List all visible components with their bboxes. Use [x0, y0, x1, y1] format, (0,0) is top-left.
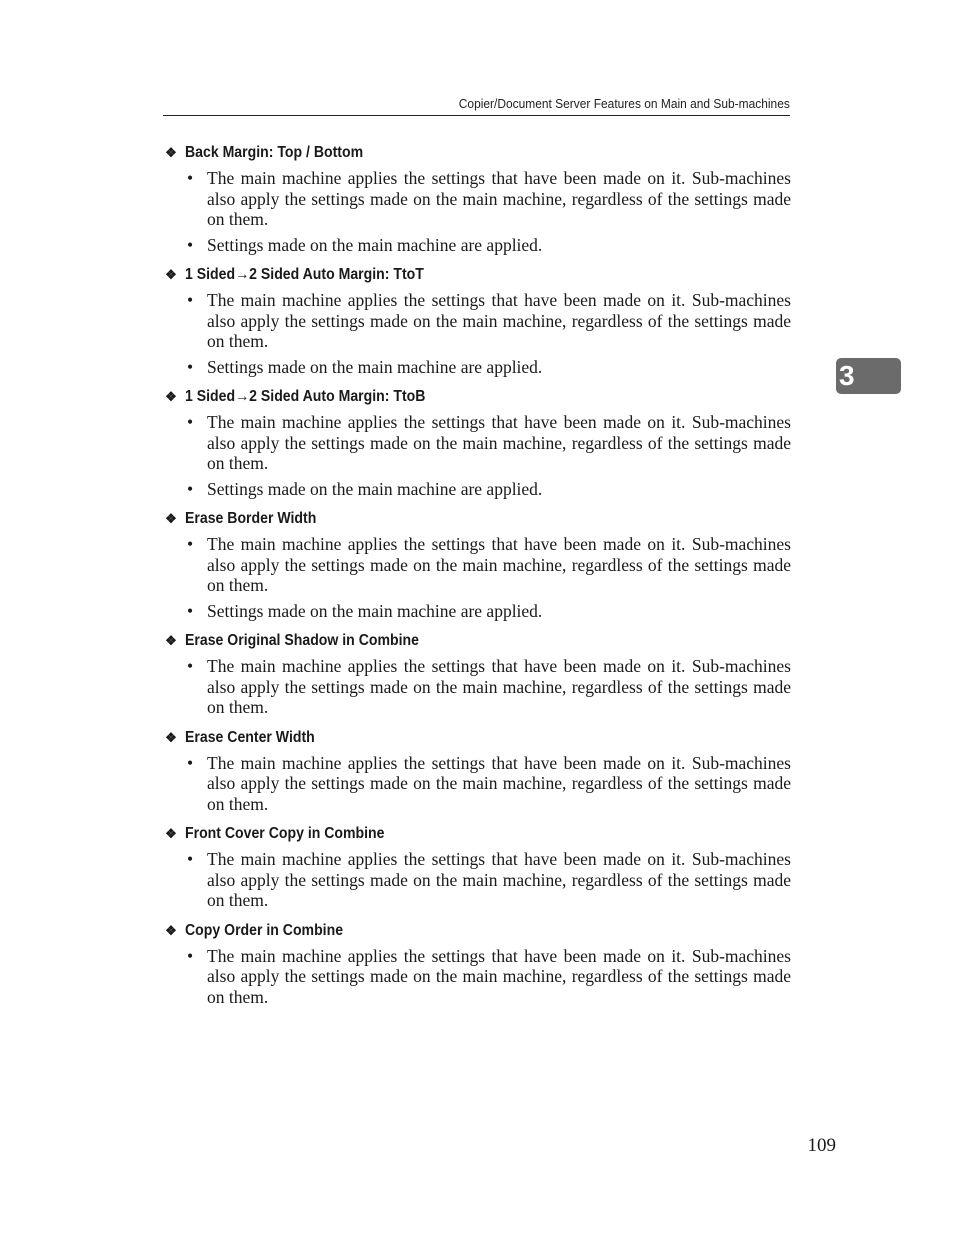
bullet-list: [163, 946, 791, 1008]
section: [163, 629, 791, 718]
list-item: [163, 290, 791, 352]
four-diamond-icon: ❖: [165, 145, 177, 160]
bullet-text: Settings made on the main machine are applied.: [207, 356, 543, 377]
section-heading: [163, 822, 791, 846]
section-heading-text: Copy Order in Combine: [185, 921, 344, 939]
section-heading-text: 1 Sided→2 Sided Auto Margin: TtoT: [185, 266, 424, 283]
bullet-list: [163, 290, 791, 377]
list-item: [163, 168, 791, 230]
bullet-icon: •: [187, 600, 194, 621]
list-item: [163, 753, 791, 815]
four-diamond-icon: ❖: [165, 511, 177, 526]
bullet-text: The main machine applies the settings that have been made on it. Sub-machines also apply the settings made on the main machine, regardless of the settings made on them.: [207, 168, 791, 229]
section-heading: [163, 507, 791, 531]
section-heading-text: Back Margin: Top / Bottom: [185, 144, 364, 161]
bullet-icon: •: [187, 168, 194, 188]
bullet-list: [163, 753, 791, 815]
four-diamond-icon: ❖: [165, 267, 177, 282]
section: [163, 726, 791, 815]
bullet-icon: •: [187, 656, 194, 676]
section: [163, 141, 791, 255]
bullet-text: The main machine applies the settings that have been made on it. Sub-machines also apply the settings made on the main machine, regardless of the settings made on them.: [207, 945, 791, 1007]
bullet-icon: •: [187, 412, 194, 432]
page-content: [163, 141, 791, 1015]
section: [163, 507, 791, 621]
section-heading: [163, 629, 791, 653]
section: [163, 919, 791, 1008]
four-diamond-icon: ❖: [165, 922, 177, 938]
section-heading: [163, 919, 791, 943]
bullet-icon: •: [187, 945, 194, 966]
four-diamond-icon: ❖: [165, 729, 177, 745]
list-item: [163, 534, 791, 596]
section: [163, 822, 791, 911]
running-title: Copier/Document Server Features on Main and Sub-machines: [458, 96, 790, 111]
list-item: [163, 946, 791, 1008]
bullet-icon: •: [187, 290, 194, 310]
section-heading-text: Front Cover Copy in Combine: [185, 825, 385, 842]
section-heading-text: 1 Sided→2 Sided Auto Margin: TtoB: [185, 388, 426, 405]
list-item: [163, 479, 791, 500]
section-heading: [163, 263, 791, 287]
bullet-text: The main machine applies the settings that have been made on it. Sub-machines also apply the settings made on the main machine, regardless of the settings made on them.: [207, 290, 791, 351]
list-item: [163, 601, 791, 622]
list-item: [163, 656, 791, 718]
bullet-text: The main machine applies the settings that have been made on it. Sub-machines also apply the settings made on the main machine, regardless of the settings made on them.: [207, 534, 791, 595]
section-heading: [163, 385, 791, 409]
running-header: [163, 95, 790, 116]
bullet-icon: •: [187, 752, 194, 773]
bullet-list: [163, 849, 791, 911]
bullet-icon: •: [187, 849, 194, 869]
bullet-text: The main machine applies the settings that have been made on it. Sub-machines also apply the settings made on the main machine, regardless of the settings made on them.: [207, 656, 791, 717]
chapter-number: 3: [839, 360, 855, 391]
section-heading-text: Erase Center Width: [185, 728, 315, 746]
page-number: 109: [807, 1135, 836, 1156]
four-diamond-icon: ❖: [165, 826, 177, 841]
section-heading-text: Erase Border Width: [185, 510, 317, 527]
list-item: [163, 412, 791, 474]
section: [163, 385, 791, 499]
bullet-list: [163, 656, 791, 718]
bullet-icon: •: [187, 356, 194, 377]
chapter-tab: [836, 358, 901, 394]
bullet-list: [163, 168, 791, 255]
bullet-text: The main machine applies the settings that have been made on it. Sub-machines also apply the settings made on the main machine, regardless of the settings made on them.: [207, 752, 791, 814]
four-diamond-icon: ❖: [165, 633, 177, 648]
bullet-text: Settings made on the main machine are applied.: [207, 600, 543, 621]
section-heading: [163, 726, 791, 750]
section-heading-text: Erase Original Shadow in Combine: [185, 632, 419, 649]
bullet-icon: •: [187, 234, 194, 255]
list-item: [163, 849, 791, 911]
bullet-text: The main machine applies the settings that have been made on it. Sub-machines also apply the settings made on the main machine, regardless of the settings made on them.: [207, 412, 791, 473]
bullet-text: The main machine applies the settings that have been made on it. Sub-machines also apply the settings made on the main machine, regardless of the settings made on them.: [207, 849, 791, 910]
bullet-list: [163, 534, 791, 621]
bullet-text: Settings made on the main machine are applied.: [207, 234, 543, 255]
bullet-icon: •: [187, 534, 194, 554]
section: [163, 263, 791, 377]
bullet-list: [163, 412, 791, 499]
list-item: [163, 235, 791, 256]
bullet-text: Settings made on the main machine are applied.: [207, 478, 543, 499]
section-heading: [163, 141, 791, 165]
four-diamond-icon: ❖: [165, 389, 177, 404]
list-item: [163, 357, 791, 378]
bullet-icon: •: [187, 478, 194, 499]
